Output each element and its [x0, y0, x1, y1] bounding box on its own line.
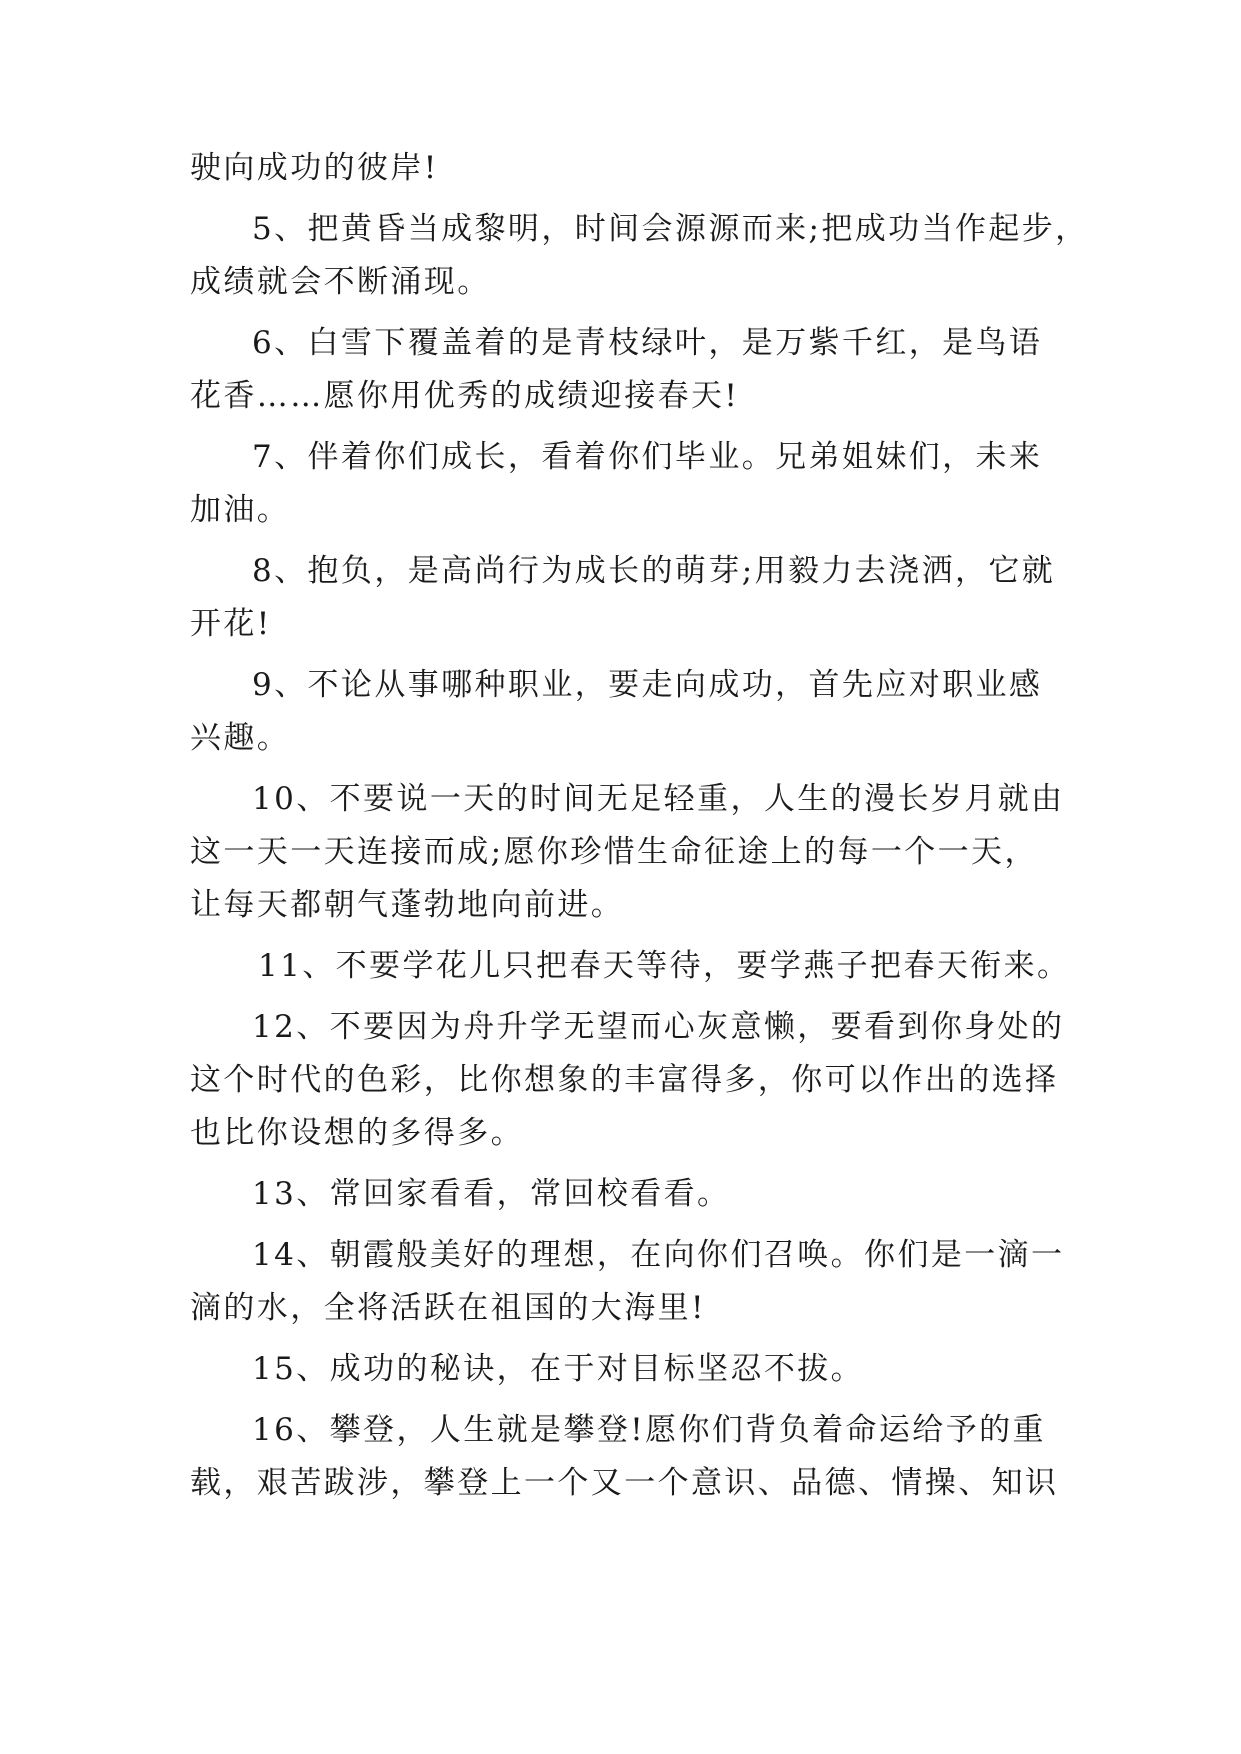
- text-line: 6、白雪下覆盖着的是青枝绿叶，是万紫千红，是鸟语: [252, 325, 1043, 361]
- text-line: 7、伴着你们成长，看着你们毕业。兄弟姐妹们，未来: [252, 439, 1043, 475]
- text-line: 驶向成功的彼岸!: [190, 150, 439, 186]
- text-line: 16、攀登，人生就是攀登!愿你们背负着命运给予的重: [252, 1412, 1046, 1448]
- text-line: 滴的水，全将活跃在祖国的大海里!: [190, 1290, 706, 1326]
- text-line: 开花!: [190, 606, 272, 642]
- text-line: 让每天都朝气蓬勃地向前进。: [190, 887, 625, 923]
- text-line: 花香……愿你用优秀的成绩迎接春天!: [190, 378, 740, 414]
- text-line: 成绩就会不断涌现。: [190, 264, 491, 300]
- text-line: 也比你设想的多得多。: [190, 1115, 524, 1151]
- text-line: 13、常回家看看，常回校看看。: [252, 1176, 731, 1212]
- text-line: 11、不要学花儿只把春天等待，要学燕子把春天衔来。: [258, 948, 1071, 984]
- text-line: 10、不要说一天的时间无足轻重，人生的漫长岁月就由: [252, 781, 1065, 817]
- text-line: 14、朝霞般美好的理想，在向你们召唤。你们是一滴一: [252, 1237, 1065, 1273]
- text-line: 这一天一天连接而成;愿你珍惜生命征途上的每一个一天，: [190, 834, 1038, 870]
- text-line: 5、把黄昏当成黎明，时间会源源而来;把成功当作起步，: [252, 211, 1089, 247]
- text-line: 9、不论从事哪种职业，要走向成功，首先应对职业感: [252, 667, 1043, 703]
- text-line: 兴趣。: [190, 720, 291, 756]
- text-line: 这个时代的色彩，比你想象的丰富得多，你可以作出的选择: [190, 1062, 1059, 1098]
- text-line: 加油。: [190, 492, 291, 528]
- text-line: 载，艰苦跋涉，攀登上一个又一个意识、品德、情操、知识: [190, 1465, 1059, 1501]
- text-line: 15、成功的秘诀，在于对目标坚忍不拔。: [252, 1351, 865, 1387]
- text-line: 8、抱负，是高尚行为成长的萌芽;用毅力去浇洒，它就: [252, 553, 1056, 589]
- text-line: 12、不要因为舟升学无望而心灰意懒，要看到你身处的: [252, 1009, 1065, 1045]
